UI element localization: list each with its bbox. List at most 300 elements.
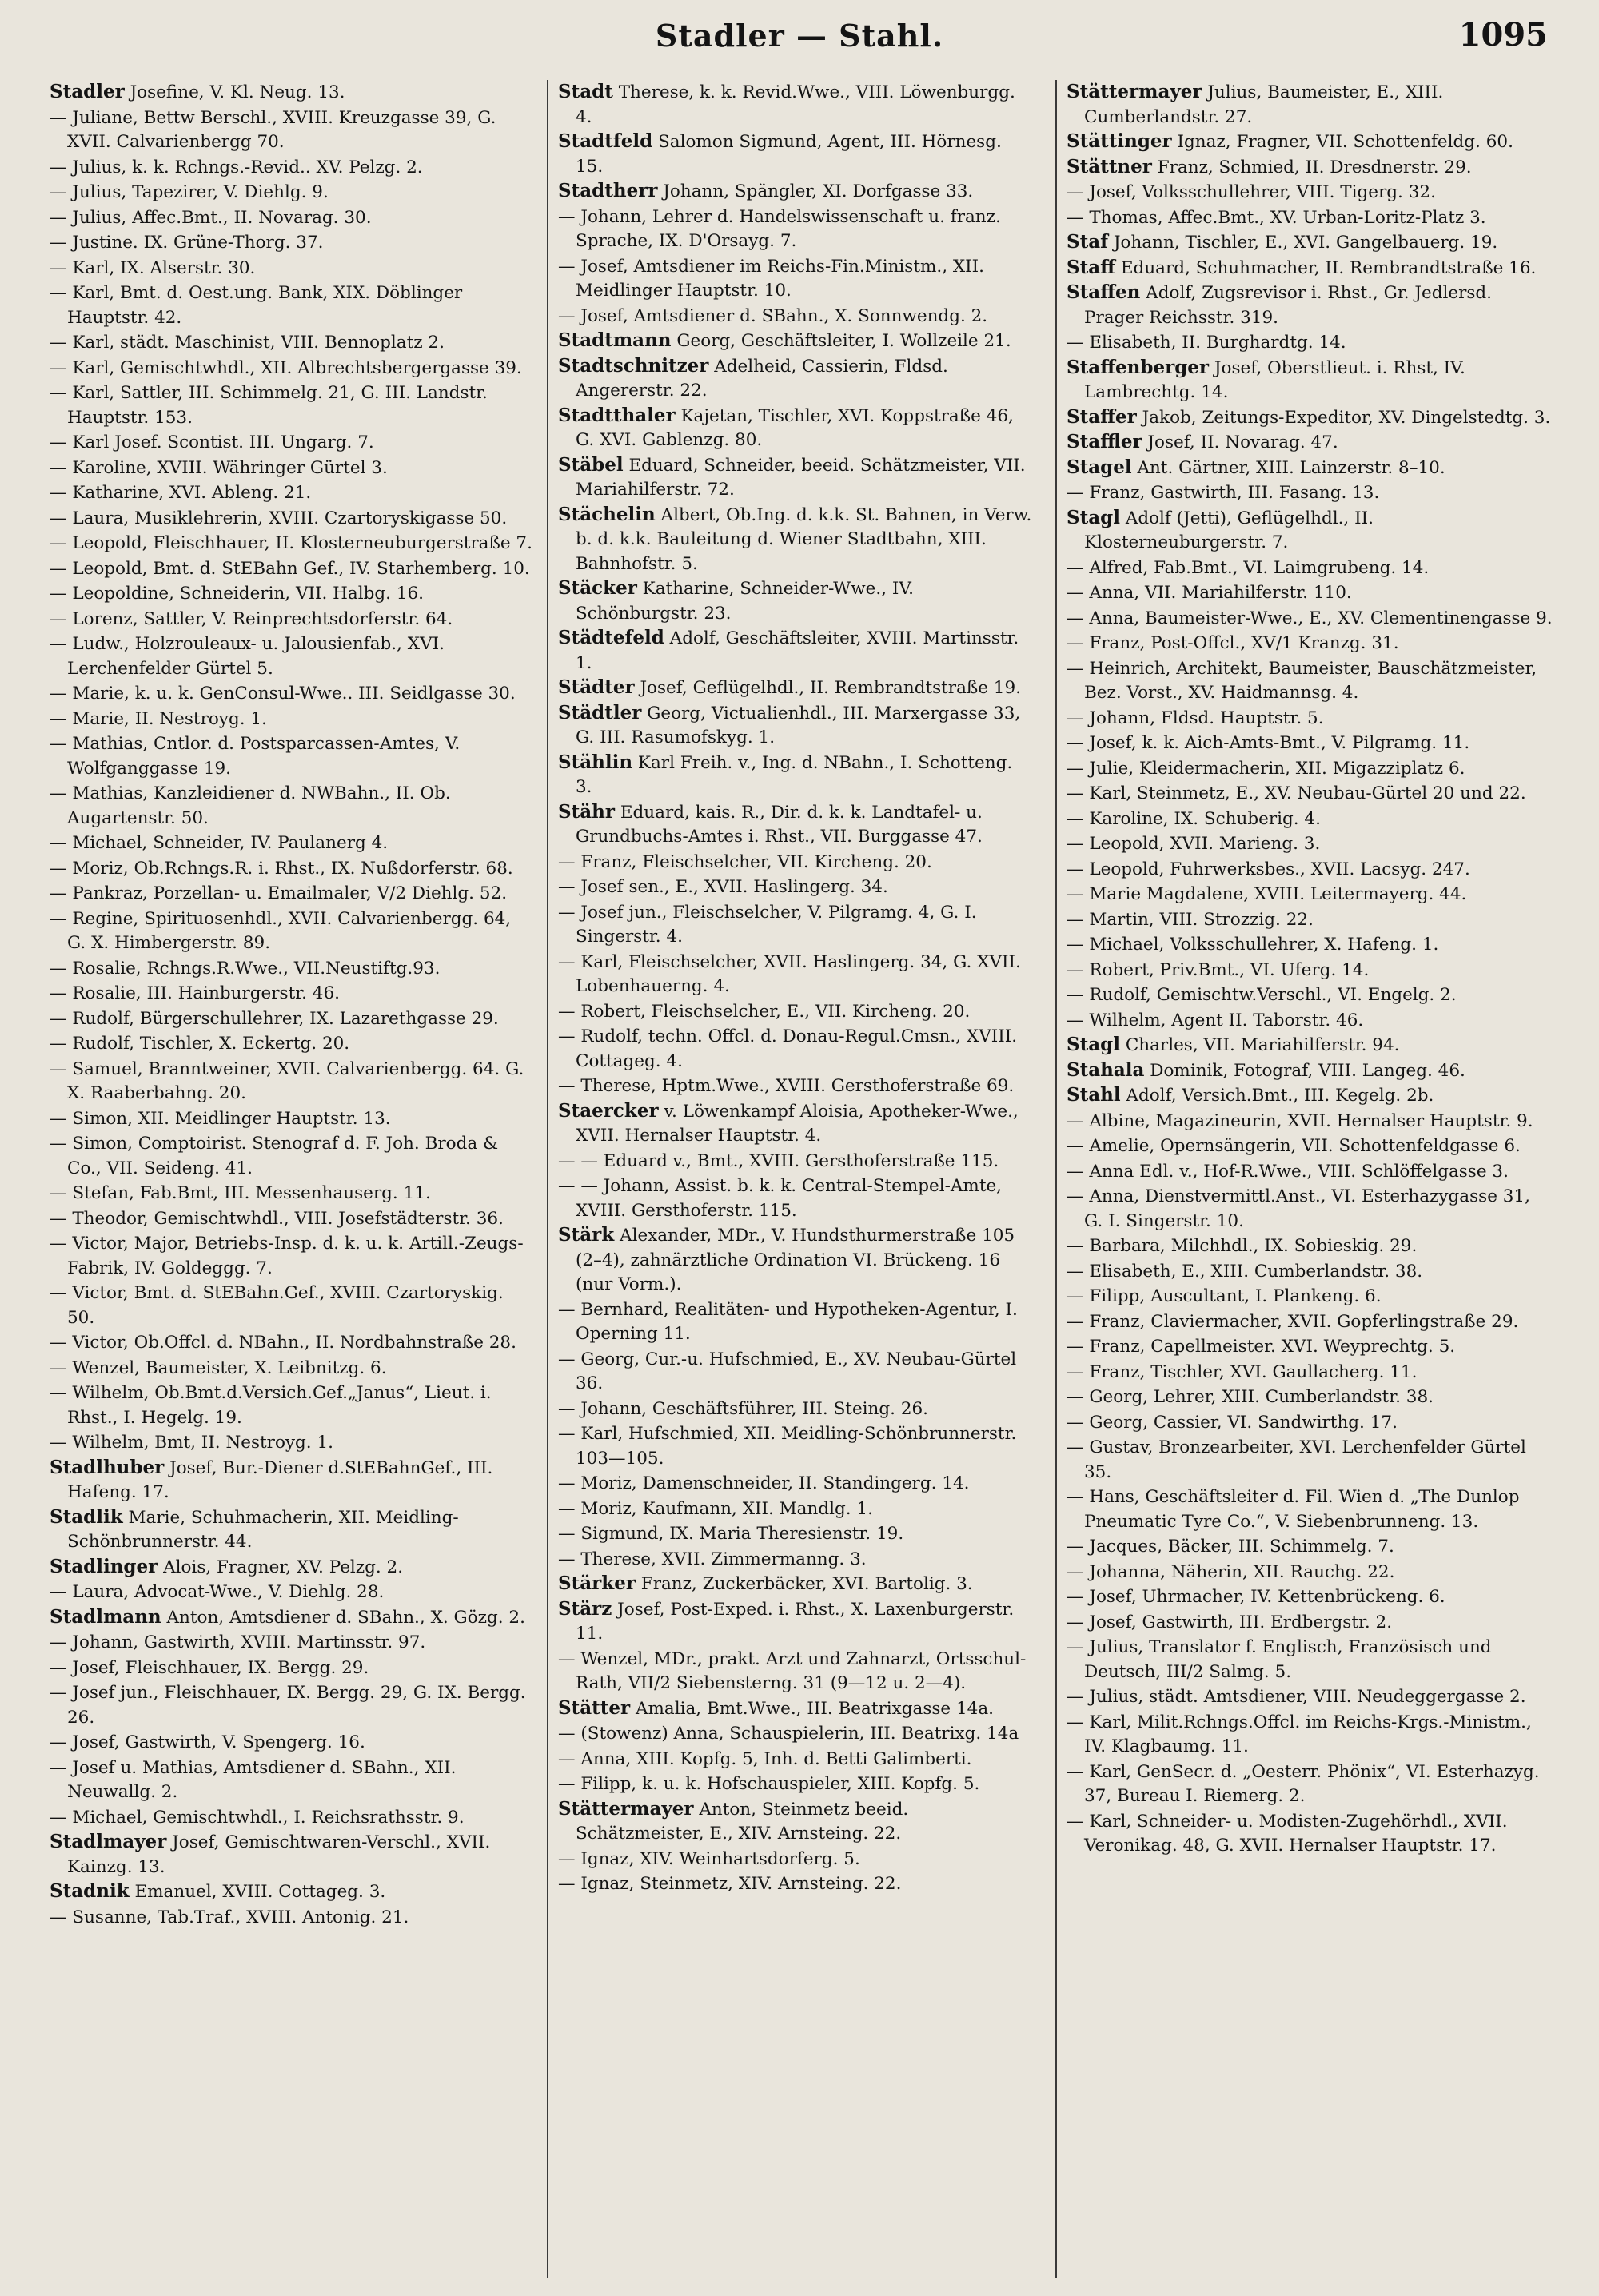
directory-entry [558, 1074, 1034, 1099]
entry-text: — Barbara, Milchhdl., IX. Sobieskig. 29. [1067, 1236, 1418, 1256]
directory-entry [50, 80, 533, 106]
directory-entry [1067, 606, 1554, 632]
directory-entry [558, 329, 1034, 354]
directory-entry [50, 681, 533, 707]
entry-text: — (Stowenz) Anna, Schauspielerin, III. Beatrixg. 14a [558, 1724, 1019, 1744]
entry-text: Franz, Zuckerbäcker, XVI. Bartolig. 3. [640, 1574, 973, 1594]
entry-text: — Elisabeth, II. Burghardtg. 14. [1067, 333, 1346, 353]
directory-entry [1067, 807, 1554, 832]
entry-text: — Ignaz, XIV. Weinhartsdorferg. 5. [558, 1848, 860, 1869]
entry-text: Josef, Geflügelhdl., II. Rembrandtstraße 19. [640, 678, 1021, 698]
directory-entry [558, 80, 1034, 130]
entry-text: — Mathias, Kanzleidiener d. NWBahn., II. Ob. Augartenstr. 50. [50, 783, 451, 828]
entry-text: — Johann, Gastwirth, XVIII. Martinsstr. 97. [50, 1632, 426, 1652]
directory-entry [558, 800, 1034, 850]
entry-surname: Staffer [1067, 405, 1137, 428]
entry-text: — Josef, Volksschullehrer, VIII. Tigerg. 32. [1067, 182, 1436, 202]
directory-entry [50, 1330, 533, 1356]
entry-text: Dominik, Fotograf, VIII. Langeg. 46. [1150, 1060, 1465, 1081]
entry-text: — Susanne, Tab.Traf., XVIII. Antonig. 21. [50, 1907, 409, 1927]
entry-text: — Rosalie, III. Hainburgerstr. 46. [50, 983, 341, 1003]
directory-entry [1067, 130, 1554, 155]
entry-surname: Stättermayer [558, 1797, 694, 1820]
directory-entry [558, 576, 1034, 626]
directory-entry [50, 330, 533, 356]
directory-entry [1067, 1234, 1554, 1259]
entry-text: — Georg, Lehrer, XIII. Cumberlandstr. 38. [1067, 1387, 1434, 1407]
entry-text: — Laura, Musiklehrerin, XVIII. Czartoryskigasse 50. [50, 508, 508, 528]
entry-text: — Karoline, IX. Schuberig. 4. [1067, 808, 1321, 829]
directory-entry [50, 1605, 533, 1631]
directory-entry [1067, 1259, 1554, 1285]
entry-surname: Stäcker [558, 577, 637, 599]
directory-entry [50, 1505, 533, 1555]
directory-entry [50, 1756, 533, 1805]
directory-entry [558, 205, 1034, 254]
directory-entry [558, 1772, 1034, 1797]
entry-text: Emanuel, XVIII. Cottageg. 3. [134, 1882, 386, 1902]
entry-text: — Marie, II. Nestroyg. 1. [50, 708, 267, 729]
directory-entry [50, 1879, 533, 1905]
directory-entry [1067, 656, 1554, 706]
entry-text: — Leopold, Bmt. d. StEBahn Gef., IV. Starhemberg. 10. [50, 558, 530, 579]
entry-text: — Julius, städt. Amtsdiener, VIII. Neudeggergasse 2. [1067, 1687, 1526, 1707]
entry-surname: Städtefeld [558, 627, 664, 648]
column-1 [50, 80, 533, 2278]
entry-text: Charles, VII. Mariahilferstr. 94. [1125, 1035, 1400, 1055]
entry-text: Katharine, Schneider-Wwe., IV. Schönburgstr. 23. [576, 579, 914, 624]
entry-text: — Anna, XIII. Kopfg. 5, Inh. d. Betti Galimberti. [558, 1748, 972, 1769]
entry-text: — — Johann, Assist. b. k. k. Central-Stempel-Amte, XVIII. Gersthoferstr. 115. [558, 1176, 1003, 1221]
entry-text: Ant. Gärtner, XIII. Lainzerstr. 8–10. [1137, 457, 1445, 478]
directory-entry [558, 503, 1034, 577]
entry-text: Eduard, Schuhmacher, II. Rembrandtstraße 16. [1120, 257, 1537, 278]
directory-entry [558, 1871, 1034, 1897]
directory-entry [1067, 983, 1554, 1008]
directory-entry [1067, 882, 1554, 907]
entry-text: — Laura, Advocat-Wwe., V. Diehlg. 28. [50, 1582, 385, 1602]
directory-entry [50, 1805, 533, 1831]
entry-text: — Gustav, Bronzearbeiter, XVI. Lerchenfelder Gürtel 35. [1067, 1437, 1526, 1482]
entry-text: — Josef, Gastwirth, III. Erdbergstr. 2. [1067, 1612, 1393, 1632]
directory-entry [50, 907, 533, 956]
entry-text: — Karl, städt. Maschinist, VIII. Bennoplatz 2. [50, 333, 445, 353]
entry-text: — Leopoldine, Schneiderin, VII. Halbg. 16. [50, 584, 424, 604]
entry-text: — Pankraz, Porzellan- u. Emailmaler, V/2 Diehlg. 52. [50, 883, 508, 903]
entry-text: — Justine. IX. Grüne-Thorg. 37. [50, 233, 324, 253]
entry-surname: Staffler [1067, 431, 1142, 452]
directory-entry [50, 531, 533, 556]
entry-text: — Jacques, Bäcker, III. Schimmelg. 7. [1067, 1537, 1394, 1557]
entry-text: v. Löwenkampf Aloisia, Apotheker-Wwe., XVII. Hernalser Hauptstr. 4. [576, 1101, 1019, 1146]
entry-text: — Stefan, Fab.Bmt, III. Messenhauserg. 11. [50, 1183, 431, 1203]
directory-entry [1067, 480, 1554, 506]
entry-text: Josef, Bur.-Diener d.StEBahnGef., III. Hafeng. 17. [67, 1457, 493, 1502]
directory-entry [558, 751, 1034, 800]
entry-surname: Stadnik [50, 1880, 130, 1902]
directory-entry [558, 1847, 1034, 1872]
directory-entry [558, 1597, 1034, 1647]
directory-entry [558, 1696, 1034, 1722]
directory-entry [1067, 256, 1554, 281]
entry-text: — Rudolf, Tischler, X. Eckertg. 20. [50, 1034, 350, 1054]
entry-text: — Thomas, Affec.Bmt., XV. Urban-Loritz-Platz 3. [1067, 207, 1486, 228]
entry-text: — Leopold, XVII. Marieng. 3. [1067, 834, 1321, 854]
entry-text: — Victor, Major, Betriebs-Insp. d. k. u. k. Artill.-Zeugs-Fabrik, IV. Goldeggg. 7. [50, 1234, 524, 1278]
entry-text: — Albine, Magazineurin, XVII. Hernalser Hauptstr. 9. [1067, 1110, 1533, 1131]
entry-text: Karl Freih. v., Ing. d. NBahn., I. Schotteng. 3. [576, 752, 1013, 797]
directory-entry [50, 106, 533, 155]
directory-entry [558, 1547, 1034, 1573]
entry-surname: Stächelin [558, 503, 656, 525]
entry-text: — Michael, Volksschullehrer, X. Hafeng. 1. [1067, 935, 1439, 955]
entry-text: Kajetan, Tischler, XVI. Koppstraße 46, G. XVI. Gablenzg. 80. [576, 405, 1014, 450]
directory-entry [1067, 958, 1554, 983]
entry-text: Adolf (Jetti), Geflügelhdl., II. Klosterneuburgerstr. 7. [1084, 508, 1374, 552]
directory-entry [1067, 1033, 1554, 1058]
directory-entry [50, 1830, 533, 1879]
directory-entry [50, 155, 533, 181]
entry-text: — Josef, Gastwirth, V. Spengerg. 16. [50, 1732, 365, 1752]
entry-text: Johann, Tischler, E., XVI. Gangelbauerg. 19. [1113, 233, 1498, 253]
entry-text: — Anna, VII. Mariahilferstr. 110. [1067, 583, 1352, 603]
entry-surname: Stahala [1067, 1058, 1145, 1081]
entry-text: — Johann, Fldsd. Hauptstr. 5. [1067, 708, 1324, 728]
entry-text: — Julius, Tapezirer, V. Diehlg. 9. [50, 182, 329, 202]
entry-text: — Sigmund, IX. Maria Theresienstr. 19. [558, 1524, 904, 1544]
directory-entry [558, 1747, 1034, 1772]
directory-entry [1067, 1534, 1554, 1560]
directory-entry [558, 1471, 1034, 1497]
entry-text: — Karl, Milit.Rchngs.Offcl. im Reichs-Krgs.-Ministm., IV. Klagbaumg. 11. [1067, 1712, 1532, 1756]
directory-entry [50, 881, 533, 907]
directory-entry [1067, 1334, 1554, 1360]
entry-surname: Stadtfeld [558, 130, 653, 152]
entry-surname: Stärk [558, 1224, 615, 1246]
directory-entry [1067, 80, 1554, 130]
directory-entry [1067, 356, 1554, 405]
entry-text: — Filipp, k. u. k. Hofschauspieler, XIII. Kopfg. 5. [558, 1774, 980, 1794]
entry-text: Josef, II. Novarag. 47. [1147, 432, 1338, 452]
directory-entry [558, 1297, 1034, 1347]
directory-entry [1067, 1809, 1554, 1859]
entry-surname: Stagl [1067, 506, 1120, 528]
entry-text: — Franz, Claviermacher, XVII. Gopferlingstraße 29. [1067, 1311, 1519, 1332]
directory-entry [50, 1106, 533, 1132]
entry-text: — Ignaz, Steinmetz, XIV. Arnsteing. 22. [558, 1874, 902, 1894]
directory-entry [1067, 1309, 1554, 1335]
directory-entry [1067, 831, 1554, 857]
entry-surname: Staf [1067, 231, 1109, 253]
entry-text: — Marie, k. u. k. GenConsul-Wwe.. III. Seidlgasse 30. [50, 684, 516, 704]
directory-entry [50, 1630, 533, 1656]
entry-surname: Stagel [1067, 456, 1132, 478]
entry-text: Adelheid, Cassierin, Fldsd. Angererstr. 22. [576, 356, 948, 401]
directory-entry [1067, 1760, 1554, 1809]
directory-entry [50, 981, 533, 1006]
directory-entry [50, 356, 533, 381]
directory-entry [50, 956, 533, 982]
entry-text: — Wilhelm, Bmt, II. Nestroyg. 1. [50, 1433, 333, 1453]
entry-text: — Lorenz, Sattler, V. Reinprechtsdorferstr. 64. [50, 608, 453, 629]
directory-entry [558, 1397, 1034, 1422]
entry-surname: Stadt [558, 81, 613, 102]
entry-surname: Stättner [1067, 155, 1152, 177]
entry-text: — Karl Josef. Scontist. III. Ungarg. 7. [50, 432, 374, 452]
directory-entry [1067, 330, 1554, 356]
directory-entry [50, 480, 533, 506]
entry-text: — Josef u. Mathias, Amtsdiener d. SBahn., XII. Neuwallg. 2. [50, 1757, 457, 1802]
entry-surname: Stäbel [558, 453, 624, 476]
directory-entry [1067, 1560, 1554, 1585]
entry-text: — Johanna, Näherin, XII. Rauchg. 22. [1067, 1561, 1395, 1582]
entry-text: — Elisabeth, E., XIII. Cumberlandstr. 38. [1067, 1261, 1423, 1282]
directory-entry [558, 1797, 1034, 1847]
entry-text: Adolf, Versich.Bmt., III. Kegelg. 2b. [1126, 1086, 1434, 1106]
entry-text: — Karl, Hufschmied, XII. Meidling-Schönbrunnerstr. 103—105. [558, 1424, 1017, 1469]
entry-text: Georg, Victualienhdl., III. Marxergasse 33, G. III. Rasumofskyg. 1. [576, 703, 1021, 747]
entry-text: — Amelie, Opernsängerin, VII. Schottenfeldgasse 6. [1067, 1136, 1521, 1156]
entry-text: — Katharine, XVI. Ableng. 21. [50, 483, 312, 503]
entry-surname: Staffen [1067, 281, 1141, 303]
entry-text: Franz, Schmied, II. Dresdnerstr. 29. [1157, 157, 1472, 177]
directory-entry [50, 506, 533, 532]
directory-entry [558, 701, 1034, 751]
entry-text: — Simon, Comptoirist. Stenograf d. F. Joh. Broda & Co., VII. Seideng. 41. [50, 1134, 499, 1178]
entry-text: — Rudolf, Gemischtw.Verschl., VI. Engelg. 2. [1067, 985, 1457, 1005]
directory-entry [558, 1647, 1034, 1696]
directory-entry [1067, 230, 1554, 256]
entry-text: — Josef, Fleischhauer, IX. Bergg. 29. [50, 1657, 369, 1678]
entry-text: — Georg, Cur.-u. Hufschmied, E., XV. Neubau-Gürtel 36. [558, 1349, 1017, 1393]
entry-text: — Wenzel, Baumeister, X. Leibnitzg. 6. [50, 1357, 387, 1378]
entry-text: — Karl, Schneider- u. Modisten-Zugehörhdl., XVII. Veronikag. 48, G. XVII. Hernalser Hauptstr. 17. [1067, 1811, 1508, 1856]
directory-entry [558, 626, 1034, 676]
directory-entry [50, 1580, 533, 1605]
entry-text: — Karl, Gemischtwhdl., XII. Albrechtsbergergasse 39. [50, 357, 522, 378]
directory-entry [50, 1680, 533, 1730]
directory-entry [50, 1131, 533, 1181]
entry-text: — Wilhelm, Agent II. Taborstr. 46. [1067, 1010, 1364, 1030]
directory-entry [1067, 1435, 1554, 1485]
entry-text: — Anna Edl. v., Hof-R.Wwe., VIII. Schlöffelgasse 3. [1067, 1161, 1509, 1182]
entry-text: — Moriz, Damenschneider, II. Standingerg. 14. [558, 1473, 970, 1493]
directory-entry [558, 1174, 1034, 1223]
entry-text: — Mathias, Cntlor. d. Postsparcassen-Amtes, V. Wolfganggasse 19. [50, 734, 461, 779]
directory-entry [1067, 1058, 1554, 1084]
entry-text: — Alfred, Fab.Bmt., VI. Laimgrubeng. 14. [1067, 557, 1430, 578]
entry-text: Therese, k. k. Revid.Wwe., VIII. Löwenburgg. 4. [576, 82, 1015, 127]
directory-entry [50, 180, 533, 205]
directory-entry [558, 1572, 1034, 1597]
directory-entry [50, 1456, 533, 1505]
directory-entry [1067, 456, 1554, 481]
directory-entry [50, 1381, 533, 1430]
entry-text: Ignaz, Fragner, VII. Schottenfeldg. 60. [1177, 132, 1513, 152]
entry-text: Adolf, Zugsrevisor i. Rhst., Gr. Jedlersd. Prager Reichsstr. 319. [1084, 283, 1493, 328]
entry-text: Adolf, Geschäftsleiter, XVIII. Martinsstr. 1. [576, 628, 1019, 673]
entry-text: — Bernhard, Realitäten- und Hypotheken-Agentur, I. Operning 11. [558, 1299, 1018, 1344]
directory-entry [50, 1006, 533, 1032]
directory-entry [50, 1656, 533, 1681]
entry-text: Alexander, MDr., V. Hundsthurmerstraße 105 (2–4), zahnärztliche Ordination VI. Brückeng. 16 (nur Vorm.). [576, 1226, 1015, 1294]
directory-entry [50, 1555, 533, 1580]
entry-surname: Stärker [558, 1573, 636, 1594]
entry-surname: Stadlik [50, 1505, 123, 1528]
directory-entry [1067, 1584, 1554, 1610]
entry-text: — Anna, Dienstvermittl.Anst., VI. Esterhazygasse 31, G. I. Singerstr. 10. [1067, 1186, 1530, 1231]
entry-text: — Leopold, Fuhrwerksbes., XVII. Lacsyg. 247. [1067, 859, 1470, 879]
entry-text: — Josef jun., Fleischselcher, V. Pilgramg. 4, G. I. Singerstr. 4. [558, 902, 977, 947]
directory-entry [50, 707, 533, 732]
directory-entry [558, 1497, 1034, 1522]
entry-text: — Therese, XVII. Zimmermanng. 3. [558, 1549, 867, 1569]
entry-surname: Stättinger [1067, 130, 1172, 152]
directory-entry [1067, 1410, 1554, 1436]
entry-text: — Karl, GenSecr. d. „Oesterr. Phönix“, VI. Esterhazyg. 37, Bureau I. Riemerg. 2. [1067, 1761, 1540, 1806]
entry-surname: Städter [558, 676, 635, 698]
entry-text: — Karl, Fleischselcher, XVII. Haslingerg. 34, G. XVII. Lobenhauerng. 4. [558, 951, 1021, 996]
directory-entry [1067, 180, 1554, 205]
entry-surname: Stadtmann [558, 329, 672, 351]
entry-surname: Stadlinger [50, 1555, 158, 1577]
entry-surname: Stadlhuber [50, 1456, 165, 1478]
entry-text: — Franz, Post-Offcl., XV/1 Kranzg. 31. [1067, 633, 1399, 653]
entry-surname: Staffenberger [1067, 356, 1210, 378]
entry-surname: Stätter [558, 1696, 631, 1719]
entry-text: — Robert, Fleischselcher, E., VII. Kircheng. 20. [558, 1001, 971, 1022]
entry-text: — Julius, k. k. Rchngs.-Revid.. XV. Pelzg. 2. [50, 157, 423, 177]
entry-text: Albert, Ob.Ing. d. k.k. St. Bahnen, in Verw. b. d. k.k. Bauleitung d. Wiener Stadtbahn, XIII. Bahnhofstr. 5. [576, 504, 1032, 574]
directory-columns [50, 80, 1553, 2278]
entry-text: — Simon, XII. Meidlinger Hauptstr. 13. [50, 1108, 391, 1129]
directory-entry [1067, 1159, 1554, 1185]
entry-text: — Wilhelm, Ob.Bmt.d.Versich.Gef.„Janus“, Lieut. i. Rhst., I. Hegelg. 19. [50, 1383, 492, 1428]
directory-entry [1067, 281, 1554, 330]
entry-text: Salomon Sigmund, Agent, III. Hörnesg. 15. [576, 132, 1002, 177]
directory-entry [558, 1024, 1034, 1074]
directory-entry [50, 281, 533, 330]
directory-entry [50, 1730, 533, 1756]
directory-entry [50, 1281, 533, 1330]
entry-text: — Franz, Capellmeister. XVI. Weyprechtg. 5. [1067, 1337, 1456, 1357]
entry-text: — Julie, Kleidermacherin, XII. Migazziplatz 6. [1067, 758, 1465, 779]
directory-entry [1067, 1635, 1554, 1684]
entry-surname: Stahl [1067, 1084, 1121, 1106]
entry-text: — Karl, Bmt. d. Oest.ung. Bank, XIX. Döblinger Hauptstr. 42. [50, 283, 463, 328]
directory-entry [558, 1421, 1034, 1471]
entry-text: — Filipp, Auscultant, I. Plankeng. 6. [1067, 1286, 1382, 1306]
entry-text: — Anna, Baumeister-Wwe., E., XV. Clementinengasse 9. [1067, 608, 1553, 628]
entry-text: — Samuel, Branntweiner, XVII. Calvarienbergg. 64. G. X. Raaberbahng. 20. [50, 1058, 524, 1103]
directory-entry [50, 1356, 533, 1381]
entry-surname: Stadlmann [50, 1605, 161, 1628]
entry-text: — Josef jun., Fleischhauer, IX. Bergg. 29, G. IX. Bergg. 26. [50, 1683, 526, 1728]
entry-text: — Victor, Bmt. d. StEBahn.Gef., XVIII. Czartoryskig. 50. [50, 1283, 504, 1328]
directory-entry [1067, 405, 1554, 431]
entry-text: — Josef sen., E., XVII. Haslingerg. 34. [558, 877, 888, 897]
entry-text: Anton, Amtsdiener d. SBahn., X. Gözg. 2. [166, 1607, 525, 1628]
entry-text: Josefine, V. Kl. Neug. 13. [130, 82, 345, 102]
directory-entry [558, 999, 1034, 1025]
entry-text: — Regine, Spirituosenhdl., XVII. Calvarienbergg. 64, G. X. Himbergerstr. 89. [50, 908, 512, 953]
entry-text: — Karoline, XVIII. Währinger Gürtel 3. [50, 457, 388, 478]
directory-entry [1067, 631, 1554, 656]
directory-entry [50, 230, 533, 256]
column-3 [1055, 80, 1554, 2278]
entry-text: — Rudolf, Bürgerschullehrer, IX. Lazarethgasse 29. [50, 1008, 499, 1029]
directory-entry [1067, 1360, 1554, 1385]
entry-text: Anton, Steinmetz beeid. Schätzmeister, E., XIV. Arnsteing. 22. [576, 1799, 909, 1844]
entry-text: — Juliane, Bettw Berschl., XVIII. Kreuzgasse 39, G. XVII. Calvarienbergg 70. [50, 107, 496, 152]
entry-text: — Heinrich, Architekt, Baumeister, Bauschätzmeister, Bez. Vorst., XV. Haidmannsg. 4. [1067, 658, 1537, 703]
directory-entry [1067, 1385, 1554, 1410]
entry-text: Eduard, kais. R., Dir. d. k. k. Landtafel- u. Grundbuchs-Amtes i. Rhst., VII. Burggasse 47. [576, 802, 983, 847]
entry-text: — Wenzel, MDr., prakt. Arzt und Zahnarzt, Ortsschul-Rath, VII/2 Siebensterng. 31 (9—12 u. 2—4). [558, 1648, 1027, 1693]
directory-entry [558, 850, 1034, 875]
entry-text: — Josef, Amtsdiener im Reichs-Fin.Ministm., XII. Meidlinger Hauptstr. 10. [558, 256, 984, 301]
directory-entry [1067, 430, 1554, 456]
entry-surname: Stähr [558, 800, 615, 823]
directory-entry [558, 453, 1034, 503]
directory-entry [558, 404, 1034, 453]
entry-text: Marie, Schuhmacherin, XII. Meidling-Schönbrunnerstr. 44. [67, 1507, 459, 1552]
entry-text: Eduard, Schneider, beeid. Schätzmeister, VII. Mariahilferstr. 72. [576, 455, 1026, 500]
directory-entry [50, 856, 533, 882]
directory-entry [558, 1099, 1034, 1149]
directory-entry [1067, 932, 1554, 958]
directory-entry [558, 875, 1034, 900]
entry-text: — Rudolf, techn. Offcl. d. Donau-Regul.Cmsn., XVIII. Cottageg. 4. [558, 1026, 1018, 1071]
entry-text: — Georg, Cassier, VI. Sandwirthg. 17. [1067, 1412, 1398, 1433]
directory-entry [1067, 756, 1554, 782]
entry-text: — Moriz, Kaufmann, XII. Mandlg. 1. [558, 1498, 873, 1519]
entry-surname: Stählin [558, 751, 633, 773]
directory-entry [50, 256, 533, 281]
directory-entry [1067, 1083, 1554, 1109]
entry-text: — Michael, Gemischtwhdl., I. Reichsrathsstr. 9. [50, 1807, 465, 1828]
entry-text: — Moriz, Ob.Rchngs.R. i. Rhst., IX. Nußdorferstr. 68. [50, 858, 513, 879]
directory-entry [1067, 1109, 1554, 1134]
directory-entry [558, 354, 1034, 404]
entry-text: — Josef, k. k. Aich-Amts-Bmt., V. Pilgramg. 11. [1067, 733, 1470, 753]
entry-surname: Städtler [558, 701, 642, 723]
directory-entry [50, 1031, 533, 1057]
entry-text: — Hans, Geschäftsleiter d. Fil. Wien d. „The Dunlop Pneumatic Tyre Co.“, V. Siebenbrunneng. 13. [1067, 1487, 1520, 1532]
directory-entry [1067, 556, 1554, 581]
directory-entry [1067, 1184, 1554, 1234]
directory-entry [1067, 580, 1554, 606]
directory-entry [1067, 1684, 1554, 1710]
directory-entry [558, 179, 1034, 205]
directory-entry [1067, 781, 1554, 807]
directory-entry [50, 731, 533, 781]
entry-text: — Franz, Gastwirth, III. Fasang. 13. [1067, 483, 1380, 503]
directory-entry [1067, 1610, 1554, 1636]
entry-text: Josef, Oberstlieut. i. Rhst, IV. Lambrechtg. 14. [1084, 357, 1465, 402]
entry-text: — Victor, Ob.Offcl. d. NBahn., II. Nordbahnstraße 28. [50, 1333, 516, 1353]
running-head: Stadler — Stahl. [655, 18, 944, 54]
entry-text: — Julius, Affec.Bmt., II. Novarag. 30. [50, 207, 372, 228]
entry-text: — Franz, Tischler, XVI. Gaullacherg. 11. [1067, 1361, 1418, 1382]
entry-text: Josef, Post-Exped. i. Rhst., X. Laxenburgerstr. 11. [576, 1599, 1015, 1644]
directory-entry [558, 254, 1034, 304]
entry-surname: Staercker [558, 1099, 659, 1122]
entry-text: Johann, Spängler, XI. Dorfgasse 33. [663, 181, 974, 201]
directory-entry [50, 1430, 533, 1456]
directory-entry [50, 381, 533, 430]
directory-entry [558, 1223, 1034, 1297]
